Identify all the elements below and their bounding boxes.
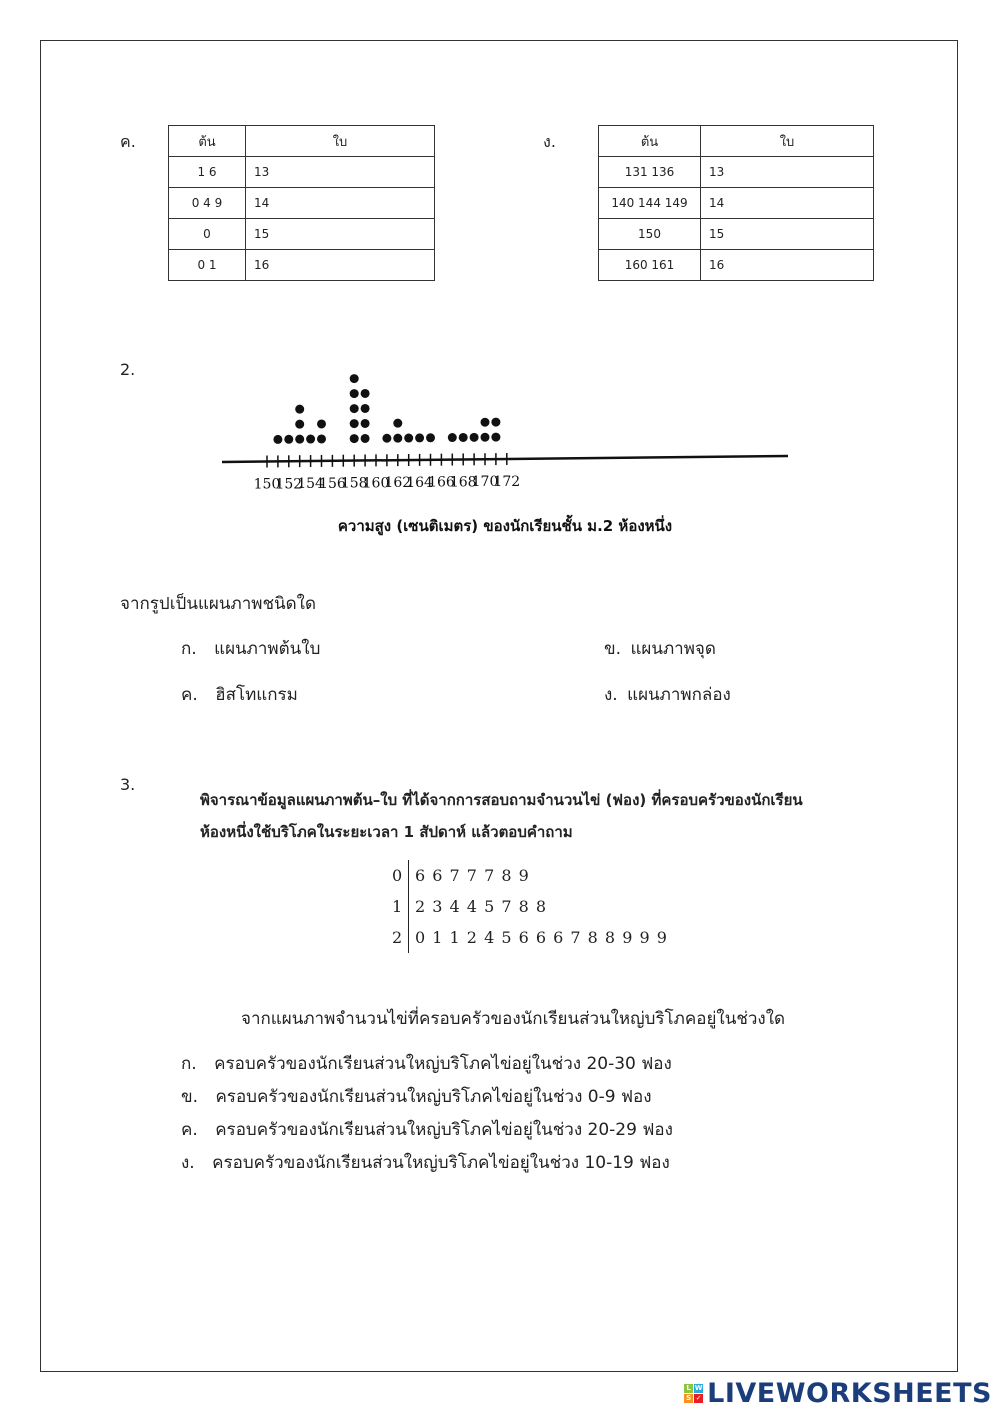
leaf-values: 2 3 4 4 5 7 8 8: [408, 891, 547, 922]
table-row: [169, 157, 435, 188]
table-header-leaf: ใบ: [246, 126, 435, 157]
data-dot: [448, 433, 457, 442]
stem-leaf-row: [392, 922, 668, 953]
table-cell-leaf: 13: [246, 157, 435, 188]
data-dot: [481, 433, 490, 442]
table-cell-leaf: 14: [701, 188, 874, 219]
x-tick-label: 164: [406, 474, 433, 491]
table-cell-stem: 160 161: [599, 250, 701, 281]
x-tick-label: 154: [297, 476, 324, 493]
choice-letter: ก.: [181, 639, 197, 659]
data-dot: [350, 434, 359, 443]
data-dot: [382, 434, 391, 443]
table-row: [599, 157, 874, 188]
table-cell-stem: 140 144 149: [599, 188, 701, 219]
choice-letter: ข.: [181, 1087, 199, 1107]
data-dot: [295, 405, 304, 414]
table-header-stem: ต้น: [599, 126, 701, 157]
table-cell-stem: 0 1: [169, 250, 246, 281]
stem-leaf-row: [392, 891, 668, 922]
table-cell-leaf: 16: [701, 250, 874, 281]
choice-text: ครอบครัวของนักเรียนส่วนใหญ่บริโภคไข่อยู่ในช่วง 20-30 ฟอง: [214, 1054, 672, 1074]
table-cell-stem: 150: [599, 219, 701, 250]
logo-letter: ✓: [695, 1394, 702, 1402]
table-row: [599, 219, 874, 250]
table-row: [169, 219, 435, 250]
table-cell-leaf: 15: [701, 219, 874, 250]
data-dot: [350, 404, 359, 413]
table-cell-leaf: 13: [701, 157, 874, 188]
stem-leaf-row: [392, 860, 668, 891]
choice-text: ฮิสโทแกรม: [215, 685, 298, 705]
dot-plot: [210, 365, 810, 550]
leaf-values: 6 6 7 7 7 8 9: [408, 860, 530, 891]
table-row: [169, 250, 435, 281]
data-dot: [415, 433, 424, 442]
q3-choice-d[interactable]: [181, 1149, 670, 1176]
choice-letter: ก.: [181, 1054, 197, 1074]
data-dot: [273, 435, 282, 444]
q3-choice-a[interactable]: [181, 1050, 672, 1077]
data-dot: [491, 433, 500, 442]
choice-text: แผนภาพจุด: [630, 639, 716, 659]
x-tick-label: 150: [253, 476, 281, 493]
stem-value: 1: [392, 897, 403, 916]
x-axis-line: [222, 456, 788, 462]
question-2-text: จากรูปเป็นแผนภาพชนิดใด: [120, 594, 316, 614]
q3-choice-c[interactable]: [181, 1116, 673, 1143]
data-dot: [393, 434, 402, 443]
data-dot: [350, 419, 359, 428]
choice-text: ครอบครัวของนักเรียนส่วนใหญ่บริโภคไข่อยู่ในช่วง 20-29 ฟอง: [215, 1120, 673, 1140]
table-row: [169, 188, 435, 219]
table-cell-stem: 131 136: [599, 157, 701, 188]
question-3-text: จากแผนภาพจำนวนไข่ที่ครอบครัวของนักเรียนส่วนใหญ่บริโภคอยู่ในช่วงใด: [241, 1009, 786, 1029]
choice-letter: ข.: [604, 639, 622, 659]
chart-title: ความสูง (เซนติเมตร) ของนักเรียนชั้น ม.2 ห้องหนึ่ง: [337, 517, 673, 535]
x-tick-label: 152: [275, 476, 303, 493]
data-dot: [361, 434, 370, 443]
data-dot: [350, 374, 359, 383]
table-cell-leaf: 15: [246, 219, 435, 250]
data-dot: [295, 420, 304, 429]
data-dot: [470, 433, 479, 442]
choice-letter: ค.: [181, 1120, 198, 1140]
data-dot: [404, 434, 413, 443]
choice-letter: ค.: [181, 685, 198, 705]
leaf-values: 0 1 1 2 4 5 6 6 6 7 8 8 9 9 9: [408, 922, 668, 953]
table-row: [599, 188, 874, 219]
choice-letter: ง.: [604, 685, 618, 705]
x-tick-label: 170: [471, 474, 499, 491]
data-dot: [306, 435, 315, 444]
data-dot: [317, 434, 326, 443]
x-tick-label: 158: [340, 475, 368, 492]
x-tick-label: 160: [362, 475, 390, 492]
table-cell-stem: 0 4 9: [169, 188, 246, 219]
table-header-stem: ต้น: [169, 126, 246, 157]
logo-letter: S: [686, 1394, 692, 1402]
choice-text: ครอบครัวของนักเรียนส่วนใหญ่บริโภคไข่อยู่ในช่วง 0-9 ฟอง: [215, 1087, 652, 1107]
logo-letter: W: [694, 1384, 703, 1392]
data-dot: [459, 433, 468, 442]
table-cell-stem: 0: [169, 219, 246, 250]
data-dot: [491, 418, 500, 427]
table-cell-leaf: 16: [246, 250, 435, 281]
liveworksheets-brand[interactable]: [684, 1378, 992, 1409]
data-dot: [426, 433, 435, 442]
question-3-number: 3.: [120, 775, 136, 794]
q2-choice-b[interactable]: [604, 635, 716, 662]
table-cell-stem: 1 6: [169, 157, 246, 188]
table-cell-leaf: 14: [246, 188, 435, 219]
data-dot: [317, 419, 326, 428]
question-2-number: 2.: [120, 360, 136, 379]
stem-leaf-plot: [392, 860, 668, 953]
choice-text: ครอบครัวของนักเรียนส่วนใหญ่บริโภคไข่อยู่ในช่วง 10-19 ฟอง: [212, 1153, 670, 1173]
q2-choice-c[interactable]: [181, 681, 298, 708]
table-row: [599, 250, 874, 281]
q2-choice-d[interactable]: [604, 681, 731, 708]
liveworksheets-logo-icon: [684, 1384, 703, 1403]
choice-letter: ง.: [181, 1153, 195, 1173]
question-3-intro-line-2: ห้องหนึ่งใช้บริโภคในระยะเวลา 1 สัปดาห์ แล้วตอบคำถาม: [200, 823, 573, 841]
stem-value: 2: [392, 928, 403, 947]
q3-choice-b[interactable]: [181, 1083, 652, 1110]
x-tick-label: 156: [319, 475, 346, 492]
stem-value: 0: [392, 866, 403, 885]
choice-c-label: ค.: [120, 132, 136, 151]
data-dot: [350, 389, 359, 398]
data-dot: [481, 418, 490, 427]
data-dot: [393, 419, 402, 428]
stem-leaf-table-c: [168, 125, 435, 281]
brand-text: LIVEWORKSHEETS: [707, 1378, 992, 1409]
table-header-leaf: ใบ: [701, 126, 874, 157]
data-dot: [361, 419, 370, 428]
choice-d-label: ง.: [543, 132, 556, 151]
x-tick-label: 162: [384, 475, 412, 492]
choice-text: แผนภาพต้นใบ: [214, 639, 321, 659]
x-tick-label: 166: [428, 474, 455, 491]
stem-leaf-table-d: [598, 125, 874, 281]
data-dot: [361, 404, 370, 413]
x-tick-label: 172: [493, 473, 521, 490]
q2-choice-a[interactable]: [181, 635, 320, 662]
logo-letter: L: [684, 1384, 693, 1393]
data-dot: [295, 435, 304, 444]
question-3-intro-line-1: พิจารณาข้อมูลแผนภาพต้น–ใบ ที่ได้จากการสอบถามจำนวนไข่ (ฟอง) ที่ครอบครัวของนักเรียน: [200, 791, 803, 809]
choice-text: แผนภาพกล่อง: [627, 685, 731, 705]
data-dot: [284, 435, 293, 444]
data-dot: [361, 389, 370, 398]
x-tick-label: 168: [449, 474, 477, 491]
